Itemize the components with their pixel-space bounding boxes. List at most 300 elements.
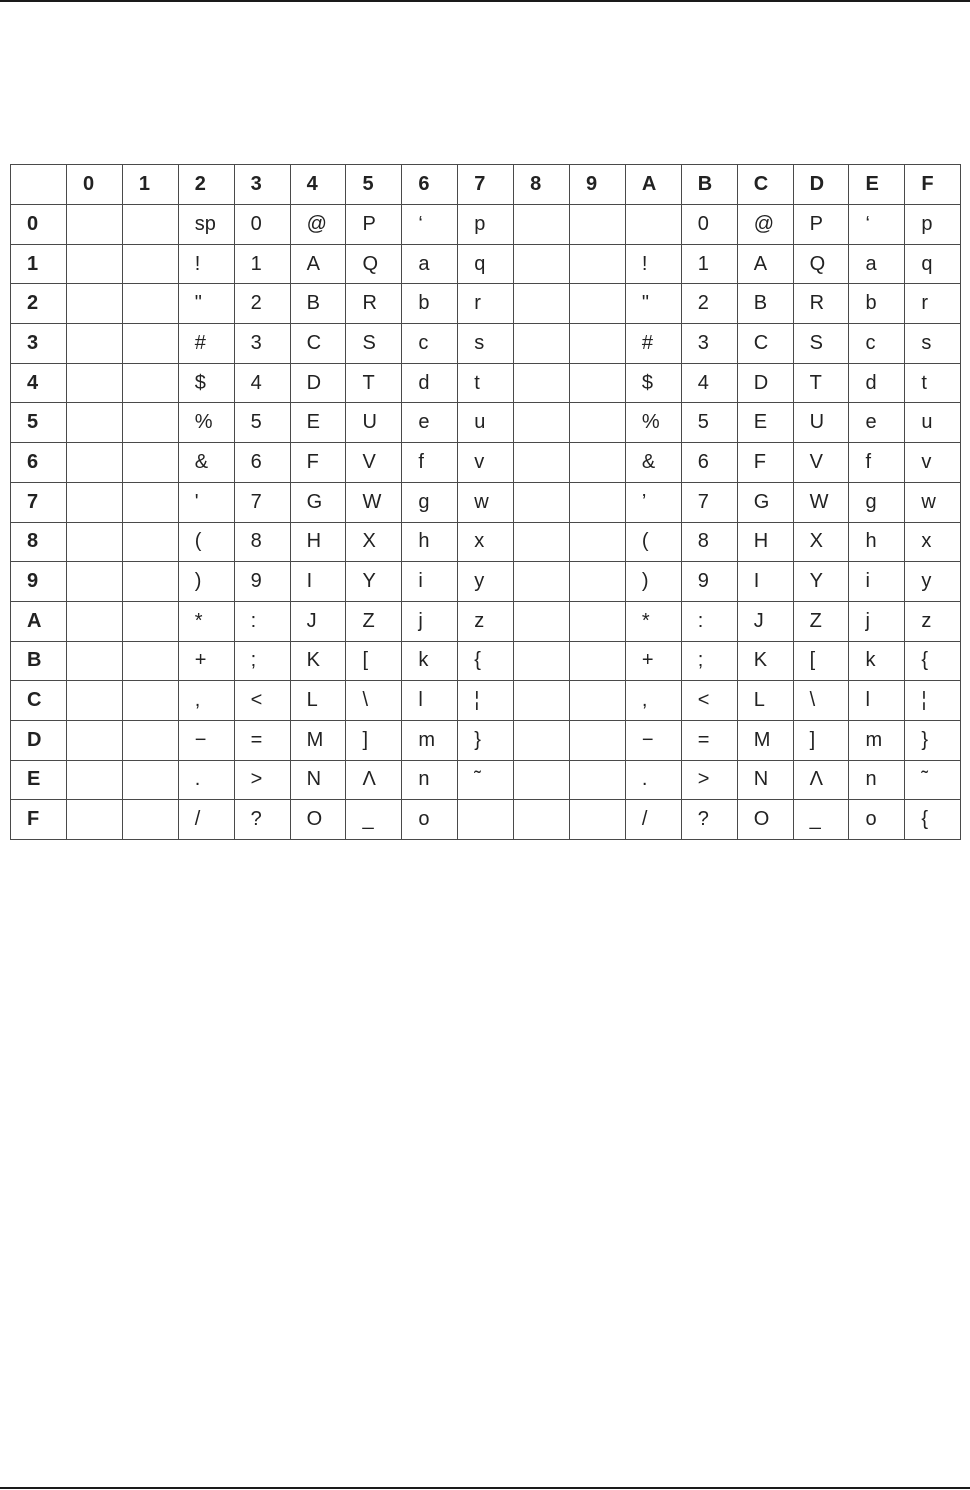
table-cell: 9: [681, 562, 737, 602]
table-cell: ˜: [458, 760, 514, 800]
table-cell: [122, 443, 178, 483]
table-cell: S: [793, 324, 849, 364]
table-cell: [67, 720, 123, 760]
table-cell: K: [290, 641, 346, 681]
table-cell: <: [234, 681, 290, 721]
table-cell: [67, 760, 123, 800]
table-row: [11, 363, 961, 403]
table-cell: [570, 681, 626, 721]
table-cell: 1: [234, 244, 290, 284]
table-cell: [514, 522, 570, 562]
table-cell: [570, 482, 626, 522]
table-cell: g: [849, 482, 905, 522]
table-cell: B: [290, 284, 346, 324]
table-cell: !: [625, 244, 681, 284]
table-cell: [122, 363, 178, 403]
table-cell: J: [290, 601, 346, 641]
table-cell: [67, 641, 123, 681]
table-cell: z: [905, 601, 961, 641]
table-cell: [67, 324, 123, 364]
table-cell: x: [458, 522, 514, 562]
table-cell: l: [849, 681, 905, 721]
table-cell: E: [737, 403, 793, 443]
table-cell: F: [737, 443, 793, 483]
table-cell: D: [737, 363, 793, 403]
table-cell: 9: [234, 562, 290, 602]
table-cell: L: [737, 681, 793, 721]
table-cell: [570, 522, 626, 562]
table-cell: P: [346, 205, 402, 245]
table-cell: ;: [234, 641, 290, 681]
table-cell: n: [402, 760, 458, 800]
table-cell: [570, 244, 626, 284]
table-cell: [570, 641, 626, 681]
table-cell: %: [178, 403, 234, 443]
column-header-7: 7: [458, 165, 514, 205]
table-cell: .: [178, 760, 234, 800]
table-cell: n: [849, 760, 905, 800]
table-row: [11, 284, 961, 324]
table-cell: o: [849, 800, 905, 840]
table-cell: *: [625, 601, 681, 641]
table-cell: 3: [681, 324, 737, 364]
table-cell: q: [905, 244, 961, 284]
table-cell: H: [290, 522, 346, 562]
table-cell: h: [849, 522, 905, 562]
table-cell: (: [625, 522, 681, 562]
table-cell: [67, 562, 123, 602]
table-cell: A: [737, 244, 793, 284]
table-cell: ?: [681, 800, 737, 840]
table-cell: @: [737, 205, 793, 245]
table-cell: B: [737, 284, 793, 324]
table-cell: Y: [793, 562, 849, 602]
table-body: [11, 205, 961, 840]
table-header-row: [11, 165, 961, 205]
table-cell: 6: [681, 443, 737, 483]
table-cell: (: [178, 522, 234, 562]
table-cell: j: [849, 601, 905, 641]
table-cell: v: [905, 443, 961, 483]
table-cell: {: [905, 800, 961, 840]
row-header-E: E: [11, 760, 67, 800]
table-cell: c: [849, 324, 905, 364]
table-cell: [514, 482, 570, 522]
column-header-D: D: [793, 165, 849, 205]
table-cell: q: [458, 244, 514, 284]
table-cell: [67, 482, 123, 522]
table-cell: [67, 284, 123, 324]
table-cell: [570, 800, 626, 840]
row-header-9: 9: [11, 562, 67, 602]
table-cell: E: [290, 403, 346, 443]
table-cell: t: [458, 363, 514, 403]
table-cell: &: [178, 443, 234, 483]
table-cell: [570, 284, 626, 324]
character-code-table: [10, 164, 961, 840]
row-header-C: C: [11, 681, 67, 721]
table-cell: e: [402, 403, 458, 443]
table-cell: [122, 562, 178, 602]
table-cell: [514, 363, 570, 403]
table-cell: [570, 403, 626, 443]
table-cell: 7: [234, 482, 290, 522]
table-cell: T: [346, 363, 402, 403]
table-cell: [122, 760, 178, 800]
table-cell: 4: [681, 363, 737, 403]
table-cell: [570, 562, 626, 602]
column-header-B: B: [681, 165, 737, 205]
table-cell: [514, 324, 570, 364]
column-header-2: 2: [178, 165, 234, 205]
table-cell: %: [625, 403, 681, 443]
table-cell: t: [905, 363, 961, 403]
column-header-A: A: [625, 165, 681, 205]
table-cell: M: [737, 720, 793, 760]
table-cell: S: [346, 324, 402, 364]
table-cell: c: [402, 324, 458, 364]
table-cell: C: [737, 324, 793, 364]
table-cell: C: [290, 324, 346, 364]
table-cell: *: [178, 601, 234, 641]
table-row: [11, 641, 961, 681]
corner-header-cell: [11, 165, 67, 205]
table-cell: d: [849, 363, 905, 403]
table-cell: H: [737, 522, 793, 562]
table-cell: $: [178, 363, 234, 403]
row-header-7: 7: [11, 482, 67, 522]
table-cell: ˜: [905, 760, 961, 800]
column-header-9: 9: [570, 165, 626, 205]
table-cell: [122, 482, 178, 522]
table-cell: X: [346, 522, 402, 562]
table-cell: Λ: [793, 760, 849, 800]
table-cell: ): [178, 562, 234, 602]
table-cell: 2: [234, 284, 290, 324]
table-cell: [570, 720, 626, 760]
column-header-E: E: [849, 165, 905, 205]
table-cell: [122, 324, 178, 364]
table-cell: w: [458, 482, 514, 522]
table-row: [11, 205, 961, 245]
table-cell: G: [290, 482, 346, 522]
table-cell: 7: [681, 482, 737, 522]
table-cell: z: [458, 601, 514, 641]
table-cell: 2: [681, 284, 737, 324]
table-cell: T: [793, 363, 849, 403]
table-cell: 8: [681, 522, 737, 562]
table-cell: #: [625, 324, 681, 364]
row-header-8: 8: [11, 522, 67, 562]
table-cell: s: [905, 324, 961, 364]
table-cell: g: [402, 482, 458, 522]
table-cell: }: [458, 720, 514, 760]
table-cell: [67, 363, 123, 403]
table-cell: u: [458, 403, 514, 443]
row-header-6: 6: [11, 443, 67, 483]
table-cell: 0: [234, 205, 290, 245]
table-cell: G: [737, 482, 793, 522]
table-cell: D: [290, 363, 346, 403]
table-cell: Q: [346, 244, 402, 284]
table-cell: [67, 681, 123, 721]
table-row: [11, 324, 961, 364]
row-header-B: B: [11, 641, 67, 681]
table-cell: ‘: [849, 205, 905, 245]
table-cell: \: [793, 681, 849, 721]
table-cell: +: [178, 641, 234, 681]
table-cell: k: [849, 641, 905, 681]
table-cell: P: [793, 205, 849, 245]
table-cell: [67, 244, 123, 284]
table-cell: p: [458, 205, 514, 245]
row-header-4: 4: [11, 363, 67, 403]
table-cell: 1: [681, 244, 737, 284]
table-cell: [514, 562, 570, 602]
table-cell: r: [458, 284, 514, 324]
table-cell: 6: [234, 443, 290, 483]
table-cell: [514, 244, 570, 284]
row-header-A: A: [11, 601, 67, 641]
table-cell: 0: [681, 205, 737, 245]
table-cell: −: [178, 720, 234, 760]
table-cell: l: [402, 681, 458, 721]
table-cell: [570, 324, 626, 364]
table-cell: r: [905, 284, 961, 324]
table-cell: U: [346, 403, 402, 443]
table-cell: [570, 363, 626, 403]
table-cell: {: [905, 641, 961, 681]
table-cell: U: [793, 403, 849, 443]
table-cell: [514, 284, 570, 324]
table-cell: =: [681, 720, 737, 760]
table-cell: _: [346, 800, 402, 840]
row-header-D: D: [11, 720, 67, 760]
table-cell: L: [290, 681, 346, 721]
table-cell: ¦: [458, 681, 514, 721]
table-cell: !: [178, 244, 234, 284]
table-cell: R: [793, 284, 849, 324]
table-cell: v: [458, 443, 514, 483]
table-cell: [122, 403, 178, 443]
table-cell: m: [849, 720, 905, 760]
table-cell: [122, 244, 178, 284]
table-cell: f: [402, 443, 458, 483]
table-cell: .: [625, 760, 681, 800]
table-cell: [514, 443, 570, 483]
table-cell: I: [290, 562, 346, 602]
table-row: [11, 562, 961, 602]
table-cell: O: [290, 800, 346, 840]
table-cell: >: [681, 760, 737, 800]
table-cell: d: [402, 363, 458, 403]
table-cell: Λ: [346, 760, 402, 800]
table-cell: i: [849, 562, 905, 602]
table-cell: [67, 601, 123, 641]
table-cell: [514, 403, 570, 443]
table-cell: ]: [793, 720, 849, 760]
column-header-3: 3: [234, 165, 290, 205]
table-cell: =: [234, 720, 290, 760]
table-cell: &: [625, 443, 681, 483]
table-cell: [514, 681, 570, 721]
column-header-6: 6: [402, 165, 458, 205]
table-cell: [122, 681, 178, 721]
table-cell: i: [402, 562, 458, 602]
table-cell: 5: [681, 403, 737, 443]
table-cell: [514, 760, 570, 800]
table-cell: ": [178, 284, 234, 324]
table-cell: 5: [234, 403, 290, 443]
table-cell: X: [793, 522, 849, 562]
table-cell: [458, 800, 514, 840]
table-cell: ¦: [905, 681, 961, 721]
table-cell: ,: [178, 681, 234, 721]
table-cell: ;: [681, 641, 737, 681]
table-cell: Y: [346, 562, 402, 602]
table-row: [11, 482, 961, 522]
table-cell: [625, 205, 681, 245]
table-cell: a: [849, 244, 905, 284]
row-header-0: 0: [11, 205, 67, 245]
table-cell: /: [625, 800, 681, 840]
table-cell: A: [290, 244, 346, 284]
table-cell: :: [681, 601, 737, 641]
table-cell: ’: [625, 482, 681, 522]
table-cell: [67, 800, 123, 840]
table-cell: b: [402, 284, 458, 324]
table-row: [11, 244, 961, 284]
table-cell: M: [290, 720, 346, 760]
table-cell: [122, 205, 178, 245]
table-cell: s: [458, 324, 514, 364]
column-header-4: 4: [290, 165, 346, 205]
table-cell: F: [290, 443, 346, 483]
table-cell: [570, 601, 626, 641]
table-row: [11, 760, 961, 800]
table-cell: [122, 601, 178, 641]
table-cell: [514, 641, 570, 681]
table-cell: 8: [234, 522, 290, 562]
column-header-1: 1: [122, 165, 178, 205]
table-cell: \: [346, 681, 402, 721]
table-cell: m: [402, 720, 458, 760]
table-cell: [122, 720, 178, 760]
table-cell: +: [625, 641, 681, 681]
table-cell: sp: [178, 205, 234, 245]
table-cell: K: [737, 641, 793, 681]
table-cell: V: [793, 443, 849, 483]
table-row: [11, 681, 961, 721]
column-header-0: 0: [67, 165, 123, 205]
table-cell: Z: [346, 601, 402, 641]
table-cell: 3: [234, 324, 290, 364]
table-cell: y: [458, 562, 514, 602]
table-cell: [570, 205, 626, 245]
row-header-5: 5: [11, 403, 67, 443]
table-row: [11, 522, 961, 562]
table-row: [11, 720, 961, 760]
table-cell: @: [290, 205, 346, 245]
table-cell: [122, 641, 178, 681]
table-row: [11, 800, 961, 840]
table-cell: :: [234, 601, 290, 641]
row-header-3: 3: [11, 324, 67, 364]
table-cell: 4: [234, 363, 290, 403]
table-cell: Z: [793, 601, 849, 641]
table-cell: [122, 800, 178, 840]
table-cell: O: [737, 800, 793, 840]
row-header-2: 2: [11, 284, 67, 324]
table-cell: {: [458, 641, 514, 681]
table-cell: −: [625, 720, 681, 760]
table-cell: I: [737, 562, 793, 602]
bottom-rule: [0, 1487, 970, 1489]
table-cell: o: [402, 800, 458, 840]
table-cell: ": [625, 284, 681, 324]
table-cell: <: [681, 681, 737, 721]
column-header-F: F: [905, 165, 961, 205]
table-cell: ]: [346, 720, 402, 760]
table-cell: f: [849, 443, 905, 483]
table-cell: u: [905, 403, 961, 443]
column-header-C: C: [737, 165, 793, 205]
table-cell: p: [905, 205, 961, 245]
table-cell: k: [402, 641, 458, 681]
table-cell: [67, 205, 123, 245]
table-cell: J: [737, 601, 793, 641]
table-cell: j: [402, 601, 458, 641]
table-cell: ): [625, 562, 681, 602]
table-cell: b: [849, 284, 905, 324]
table-cell: [122, 284, 178, 324]
row-header-F: F: [11, 800, 67, 840]
top-rule: [0, 0, 970, 2]
table-cell: [570, 443, 626, 483]
table-cell: W: [793, 482, 849, 522]
table-cell: [514, 720, 570, 760]
table-cell: /: [178, 800, 234, 840]
table-cell: W: [346, 482, 402, 522]
table-cell: >: [234, 760, 290, 800]
table-cell: R: [346, 284, 402, 324]
table-cell: _: [793, 800, 849, 840]
table-cell: V: [346, 443, 402, 483]
table-cell: }: [905, 720, 961, 760]
table-cell: $: [625, 363, 681, 403]
table-cell: [67, 522, 123, 562]
column-header-5: 5: [346, 165, 402, 205]
table-cell: ?: [234, 800, 290, 840]
table-cell: Q: [793, 244, 849, 284]
row-header-1: 1: [11, 244, 67, 284]
table-cell: [: [346, 641, 402, 681]
table-cell: e: [849, 403, 905, 443]
table-cell: ': [178, 482, 234, 522]
table-row: [11, 443, 961, 483]
table-cell: [570, 760, 626, 800]
table-cell: N: [290, 760, 346, 800]
column-header-8: 8: [514, 165, 570, 205]
table-cell: #: [178, 324, 234, 364]
table-cell: [67, 443, 123, 483]
table-cell: x: [905, 522, 961, 562]
table-cell: [514, 800, 570, 840]
table-row: [11, 403, 961, 443]
table-row: [11, 601, 961, 641]
table-cell: a: [402, 244, 458, 284]
table-cell: [514, 601, 570, 641]
